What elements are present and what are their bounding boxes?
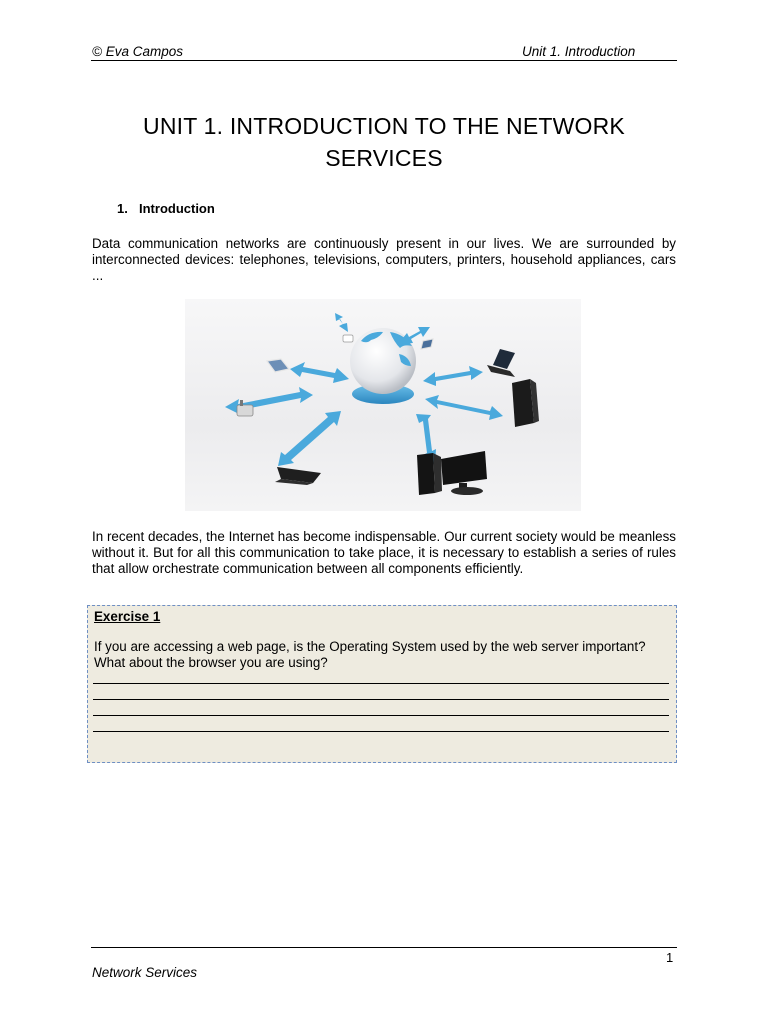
phone-icon — [421, 339, 433, 349]
exercise-title: Exercise 1 — [94, 609, 161, 624]
page-title — [92, 110, 676, 174]
exercise-question: If you are accessing a web page, is the Operating System used by the web server important? What about the browser you are using? — [94, 639, 646, 670]
page-title-line-2: SERVICES — [325, 145, 443, 171]
network-globe-image — [185, 299, 581, 511]
section-heading — [117, 201, 215, 216]
answer-line[interactable] — [93, 715, 669, 716]
tablet-icon — [267, 359, 289, 372]
section-title: Introduction — [139, 201, 215, 216]
laptop-open-icon — [275, 467, 321, 485]
computer-tower-icon — [417, 453, 442, 495]
answer-line[interactable] — [93, 699, 669, 700]
desktop-tower-icon — [512, 379, 539, 427]
page-title-line-1: UNIT 1. INTRODUCTION TO THE NETWORK — [143, 113, 625, 139]
answer-line[interactable] — [93, 683, 669, 684]
laptop-icon — [487, 349, 515, 377]
header-unit: Unit 1. Introduction — [522, 44, 636, 59]
section-number: 1. — [117, 201, 128, 216]
network-illustration — [185, 299, 581, 511]
monitor-icon — [441, 451, 487, 495]
header-author: © Eva Campos — [92, 44, 183, 59]
answer-line[interactable] — [93, 731, 669, 732]
header-rule — [91, 60, 677, 61]
wifi-device-icon — [343, 335, 353, 342]
footer-course: Network Services — [92, 965, 198, 980]
paragraph-internet: In recent decades, the Internet has become indispensable. Our current society would be meanless without it. But for all this communication to take place, it is necessary to establish a series of rules that allow orchestrate communication between all components efficiently. — [92, 529, 676, 576]
page-number: 1 — [666, 950, 674, 965]
exercise-box — [87, 605, 677, 763]
footer-rule — [91, 947, 677, 948]
paragraph-intro: Data communication networks are continuously present in our lives. We are surrounded by interconnected devices: telephones, televisions, computers, printers, household appliances, cars ... — [92, 236, 676, 283]
